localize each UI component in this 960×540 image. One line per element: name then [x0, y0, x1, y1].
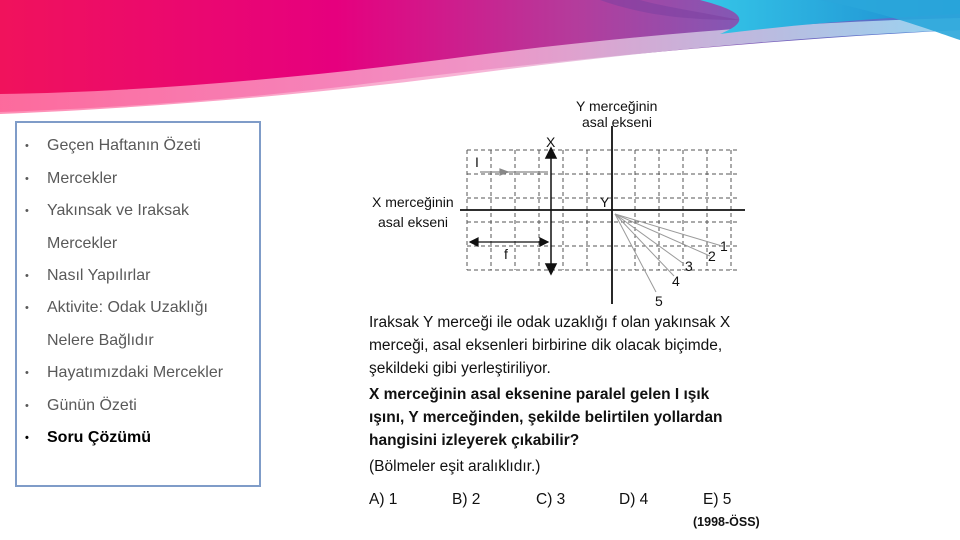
sidebar-item-summary[interactable]	[25, 136, 201, 156]
sidebar-item-label-continuation: Nelere Bağlıdır	[47, 332, 154, 349]
path-label-5: 5	[655, 293, 663, 309]
question-note: (Bölmeler eşit aralıklıdır.)	[369, 458, 541, 475]
sidebar-item-activity[interactable]	[25, 298, 208, 318]
sidebar-item-lenses[interactable]	[25, 169, 117, 189]
sidebar-item-converging-diverging[interactable]	[25, 201, 189, 221]
question-line: Iraksak Y merceği ile odak uzaklığı f olan yakınsak X	[369, 314, 731, 331]
bullet-icon: •	[25, 173, 29, 185]
x-axis-label-line2: asal ekseni	[378, 214, 449, 230]
question-prompt-line: ışını, Y merceğinden, şekilde belirtilen yollardan	[369, 409, 723, 426]
bullet-icon: •	[25, 400, 29, 412]
path-label-1: 1	[720, 238, 728, 254]
sidebar-item-day-summary[interactable]	[25, 396, 137, 416]
y-axis-label-line1: Y merceğinin	[576, 98, 658, 114]
bullet-icon: •	[25, 432, 29, 444]
sidebar-item-label: Yakınsak ve Iraksak	[47, 202, 189, 220]
question-prompt-line: hangisini izleyerek çıkabilir?	[369, 432, 580, 449]
question-line: merceği, asal eksenleri birbirine dik olacak biçimde,	[369, 337, 723, 354]
sidebar-item-label: Günün Özeti	[47, 397, 137, 415]
x-axis-label-line1: X merceğinin	[372, 194, 454, 210]
sidebar-item-problem-solving[interactable]	[25, 428, 151, 448]
sidebar-item-label: Mercekler	[47, 170, 118, 188]
focal-length-marker	[470, 238, 548, 246]
sidebar-item-daily-life[interactable]	[25, 363, 223, 383]
option-e[interactable]: E) 5	[703, 491, 732, 508]
question-line: şekildeki gibi yerleştiriliyor.	[369, 360, 551, 377]
bullet-icon: •	[25, 302, 29, 314]
path-label-2: 2	[708, 248, 716, 264]
focal-label: f	[504, 246, 508, 262]
outgoing-paths	[615, 214, 722, 292]
sidebar-item-label: Soru Çözümü	[47, 429, 151, 447]
option-a[interactable]: A) 1	[369, 491, 398, 508]
question-source: (1998-ÖSS)	[693, 515, 760, 529]
path-label-3: 3	[685, 258, 693, 274]
sidebar-item-label-continuation: Mercekler	[47, 235, 118, 252]
bullet-icon: •	[25, 205, 29, 217]
option-c[interactable]: C) 3	[536, 491, 566, 508]
lens-x-icon	[546, 148, 556, 274]
sidebar-item-label: Aktivite: Odak Uzaklığı	[47, 299, 208, 317]
lens-x-label: X	[546, 134, 556, 150]
bullet-icon: •	[25, 140, 29, 152]
y-axis-label-line2: asal ekseni	[582, 114, 653, 130]
sidebar-frame	[15, 121, 261, 487]
bullet-icon: •	[25, 270, 29, 282]
bullet-icon: •	[25, 367, 29, 379]
question-prompt-line: X merceğinin asal eksenine paralel gelen I ışık	[369, 386, 710, 403]
option-b[interactable]: B) 2	[452, 491, 481, 508]
path-label-4: 4	[672, 273, 680, 289]
sidebar-item-label: Nasıl Yapılırlar	[47, 267, 151, 285]
sidebar-item-how-made[interactable]	[25, 266, 150, 286]
sidebar-item-label: Geçen Haftanın Özeti	[47, 137, 201, 155]
ray-label: I	[475, 154, 479, 170]
lens-diagram	[360, 96, 780, 310]
lens-y-label: Y	[600, 194, 610, 210]
sidebar-item-label: Hayatımızdaki Mercekler	[47, 364, 224, 382]
option-d[interactable]: D) 4	[619, 491, 649, 508]
